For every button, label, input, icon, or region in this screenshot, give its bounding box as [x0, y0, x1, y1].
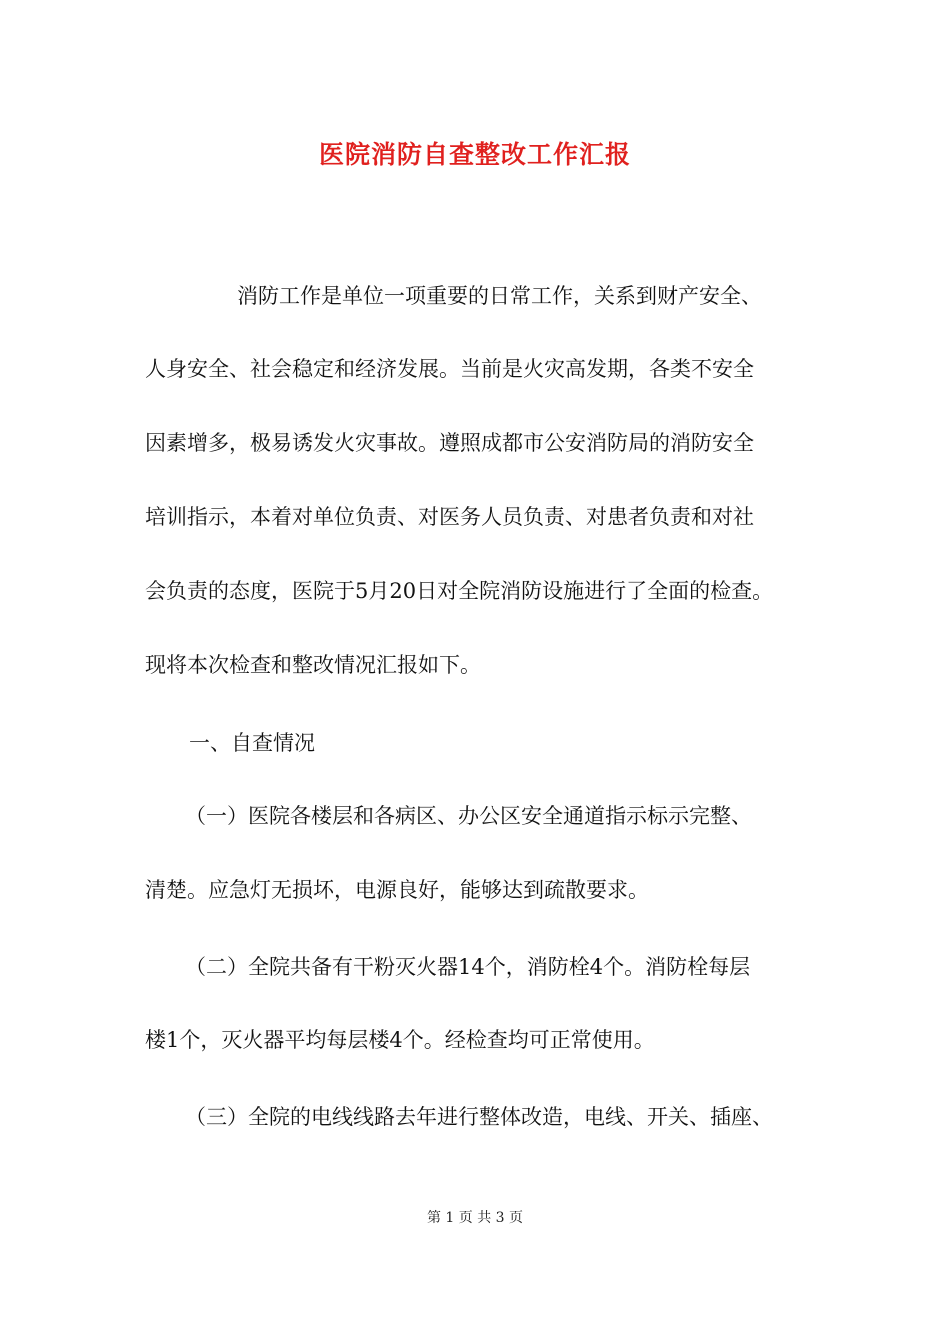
paragraph-line: 现将本次检查和整改情况汇报如下。 — [145, 653, 481, 677]
section-heading: 一、自查情况 — [189, 731, 315, 755]
document-title: 医院消防自查整改工作汇报 — [318, 140, 631, 169]
paragraph-line: （一）医院各楼层和各病区、办公区安全通道指示标示完整、 — [185, 804, 752, 828]
paragraph-line: 清楚。应急灯无损坏，电源良好，能够达到疏散要求。 — [145, 878, 649, 902]
paragraph-line: （二）全院共备有干粉灭火器14个，消防栓4个。消防栓每层 — [185, 955, 751, 979]
paragraph-line: 培训指示，本着对单位负责、对医务人员负责、对患者负责和对社 — [145, 505, 754, 529]
paragraph-line: 会负责的态度，医院于5月20日对全院消防设施进行了全面的检查。 — [145, 579, 774, 603]
paragraph-line: 消防工作是单位一项重要的日常工作，关系到财产安全、 — [237, 284, 762, 308]
paragraph-line: 因素增多，极易诱发火灾事故。遵照成都市公安消防局的消防安全 — [145, 431, 754, 455]
paragraph-line: （三）全院的电线线路去年进行整体改造，电线、开关、插座、 — [185, 1105, 773, 1129]
paragraph-line: 楼1个，灭火器平均每层楼4个。经检查均可正常使用。 — [145, 1028, 655, 1052]
page-number: 第 1 页 共 3 页 — [426, 1210, 524, 1226]
paragraph-line: 人身安全、社会稳定和经济发展。当前是火灾高发期，各类不安全 — [145, 357, 754, 381]
